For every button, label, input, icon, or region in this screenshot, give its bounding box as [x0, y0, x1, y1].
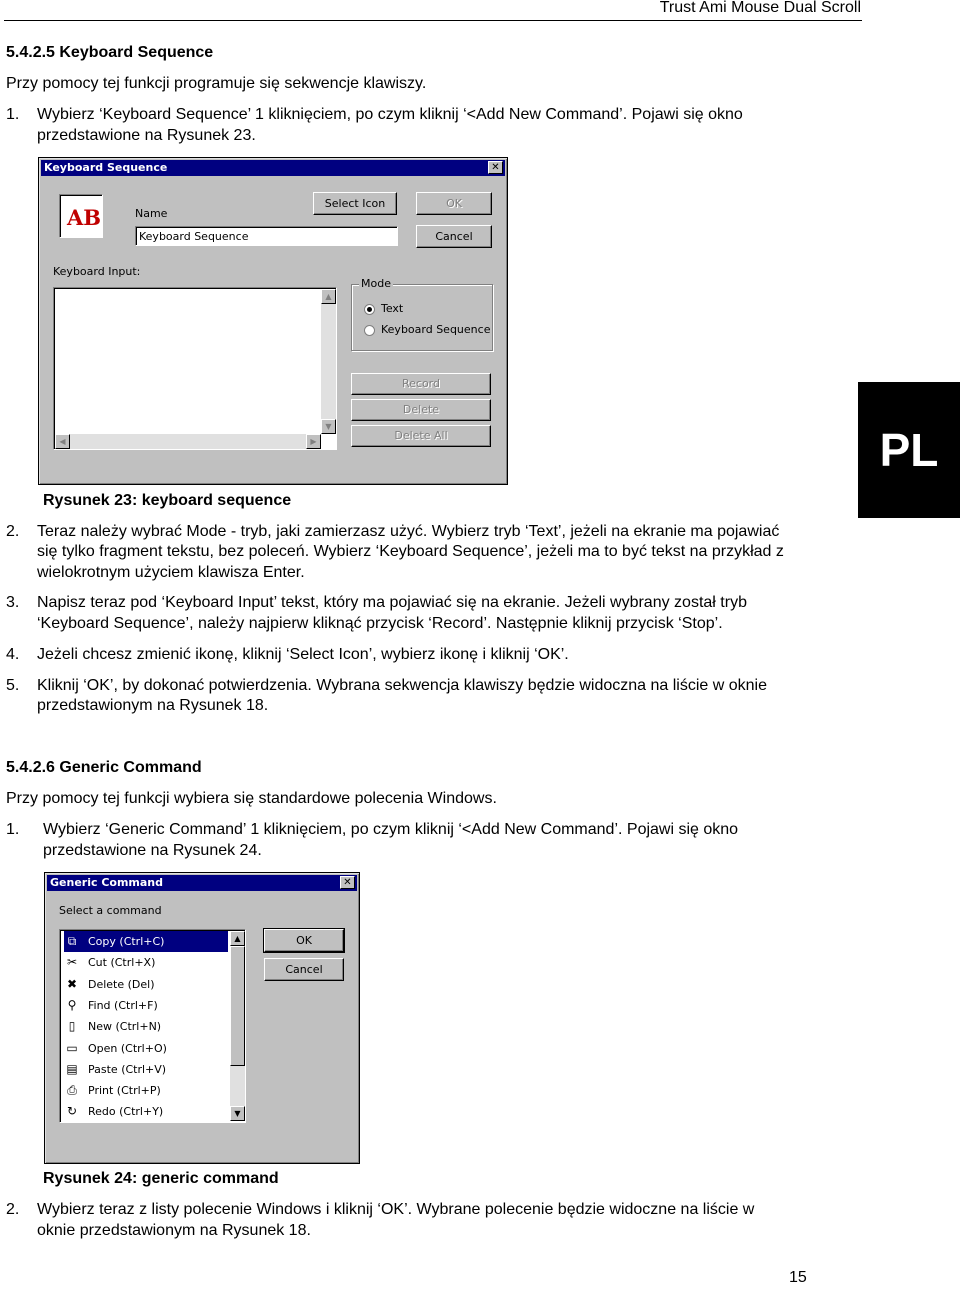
list-item[interactable] [64, 995, 228, 1016]
scroll-down-icon[interactable]: ▼ [230, 1106, 245, 1121]
section-heading: 5.4.2.6 Generic Command [6, 759, 202, 776]
list-item-label: Open (Ctrl+O) [88, 1041, 167, 1055]
scroll-up-icon[interactable]: ▲ [321, 289, 336, 304]
list-item-label: New (Ctrl+N) [88, 1020, 162, 1034]
command-listbox[interactable] [59, 929, 246, 1123]
step-number: 1. [6, 106, 20, 123]
keyboard-sequence-dialog [38, 157, 508, 485]
step-text: Kliknij ‘OK’, by dokonać potwierdzenia. Wybrana sekwencja klawiszy będzie widoczna na liście w oknie [37, 677, 767, 694]
cut-icon: ✂ [66, 955, 78, 970]
select-icon-button[interactable]: Select Icon [313, 192, 397, 215]
step-number: 2. [6, 1201, 20, 1218]
list-item[interactable] [64, 974, 228, 995]
step-number: 1. [6, 821, 20, 838]
dialog-title: Generic Command [50, 876, 164, 889]
find-icon: ⚲ [67, 997, 77, 1012]
step-text: Wybierz teraz z listy polecenie Windows i kliknij ‘OK’. Wybrane polecenie będzie widoczne na liście w [37, 1201, 755, 1218]
step-text: Wybierz ‘Keyboard Sequence’ 1 kliknięciem, po czym kliknij ‘<Add New Command’. Pojawi się okno [37, 106, 743, 123]
section-intro: Przy pomocy tej funkcji wybiera się standardowe polecenia Windows. [6, 790, 497, 807]
list-item[interactable] [64, 1101, 228, 1122]
page-number: 15 [789, 1269, 807, 1286]
ok-button[interactable]: OK [416, 192, 492, 215]
name-input[interactable]: Keyboard Sequence [135, 226, 398, 246]
step-text: oknie przedstawionym na Rysunek 18. [37, 1222, 311, 1239]
cancel-button[interactable]: Cancel [416, 225, 492, 248]
step-text: Jeżeli chcesz zmienić ikonę, kliknij ‘Select Icon’, wybierz ikonę i kliknij ‘OK’. [37, 646, 569, 663]
delete-icon: ✖ [66, 976, 78, 991]
scroll-up-icon[interactable]: ▲ [230, 931, 245, 946]
step-text: przedstawione na Rysunek 24. [43, 842, 262, 859]
step-text: Napisz teraz pod ‘Keyboard Input’ tekst, który ma pojawiać się na ekranie. Jeżeli wybrany został tryb [37, 594, 747, 611]
vertical-scrollbar[interactable] [321, 289, 336, 434]
dialog-title: Keyboard Sequence [44, 161, 168, 174]
mode-groupbox [351, 284, 493, 351]
mode-text-radio[interactable] [364, 304, 375, 315]
list-item[interactable] [64, 931, 228, 952]
section-intro: Przy pomocy tej funkcji programuje się sekwencje klawiszy. [6, 75, 427, 92]
step-text: wielokrotnym użyciem klawisza Enter. [37, 564, 305, 581]
copy-icon: ⧉ [67, 934, 77, 948]
mode-text-label: Text [381, 302, 404, 315]
list-item-label: Paste (Ctrl+V) [88, 1062, 167, 1076]
step-number: 4. [6, 646, 20, 663]
delete-all-button[interactable]: Delete All [351, 425, 491, 447]
delete-button[interactable]: Delete [351, 399, 491, 421]
name-label: Name [135, 207, 168, 220]
list-item[interactable] [64, 1080, 228, 1101]
redo-icon: ↻ [66, 1104, 78, 1119]
scroll-down-icon[interactable]: ▼ [321, 419, 336, 434]
scroll-right-icon[interactable]: ▶ [306, 434, 321, 449]
record-button[interactable]: Record [351, 373, 491, 395]
mode-keyboard-radio[interactable] [364, 325, 375, 336]
horizontal-scrollbar[interactable] [55, 434, 321, 449]
open-icon: ▭ [66, 1040, 78, 1055]
figure-caption: Rysunek 24: generic command [43, 1170, 279, 1187]
paste-icon: ▤ [66, 1061, 78, 1076]
scroll-thumb[interactable] [230, 946, 245, 1066]
step-text: Teraz należy wybrać Mode - tryb, jaki zamierzasz użyć. Wybierz tryb ‘Text’, jeżeli na ekranie ma pojawiać [37, 523, 780, 540]
dialog-titlebar [41, 160, 505, 176]
close-icon[interactable]: ✕ [488, 161, 503, 174]
list-item-label: Redo (Ctrl+Y) [88, 1105, 164, 1119]
step-text: przedstawione na Rysunek 23. [37, 127, 256, 144]
generic-command-dialog [44, 872, 360, 1164]
new-icon: ▯ [68, 1019, 76, 1034]
ok-button[interactable]: OK [264, 929, 344, 952]
mode-keyboard-label: Keyboard Sequence [381, 323, 491, 336]
ab-icon: AB [67, 205, 102, 230]
step-text: Wybierz ‘Generic Command’ 1 kliknięciem, po czym kliknij ‘<Add New Command’. Pojawi się okno [43, 821, 739, 838]
mode-label: Mode [361, 277, 391, 290]
list-item[interactable] [64, 952, 228, 973]
header-rule [4, 20, 862, 21]
list-item-label: Find (Ctrl+F) [88, 998, 158, 1012]
close-icon[interactable]: ✕ [340, 876, 355, 889]
scroll-left-icon[interactable]: ◀ [55, 434, 70, 449]
list-item[interactable] [64, 1059, 228, 1080]
step-number: 2. [6, 523, 20, 540]
list-item-label: Cut (Ctrl+X) [88, 956, 156, 970]
document-header-title: Trust Ami Mouse Dual Scroll [659, 0, 861, 16]
list-item[interactable] [64, 1038, 228, 1059]
list-item-label: Delete (Del) [88, 977, 155, 991]
cancel-button[interactable]: Cancel [264, 958, 344, 981]
step-text: przedstawionym na Rysunek 18. [37, 697, 269, 714]
figure-caption: Rysunek 23: keyboard sequence [43, 492, 292, 509]
step-number: 3. [6, 594, 20, 611]
language-tab: PL [858, 382, 960, 518]
list-item[interactable] [64, 1016, 228, 1037]
command-icon-preview [59, 194, 103, 238]
list-item-label: Print (Ctrl+P) [88, 1084, 161, 1098]
list-item-label: Copy (Ctrl+C) [88, 935, 165, 948]
print-icon: ⎙ [67, 1083, 77, 1098]
keyboard-input-textarea[interactable] [53, 287, 337, 450]
section-heading: 5.4.2.5 Keyboard Sequence [6, 44, 214, 61]
step-text: się tylko fragment tekstu, bez poleceń. Wybierz ‘Keyboard Sequence’, jeżeli ma to być tekst na przykład z [37, 543, 784, 560]
dialog-titlebar [47, 875, 357, 891]
select-command-label: Select a command [59, 904, 162, 917]
step-text: ‘Keyboard Sequence’, należy najpierw kliknąć przycisk ‘Record’. Następnie kliknij przycisk ‘Stop’. [37, 615, 723, 632]
keyboard-input-label: Keyboard Input: [53, 265, 141, 278]
step-number: 5. [6, 677, 20, 694]
